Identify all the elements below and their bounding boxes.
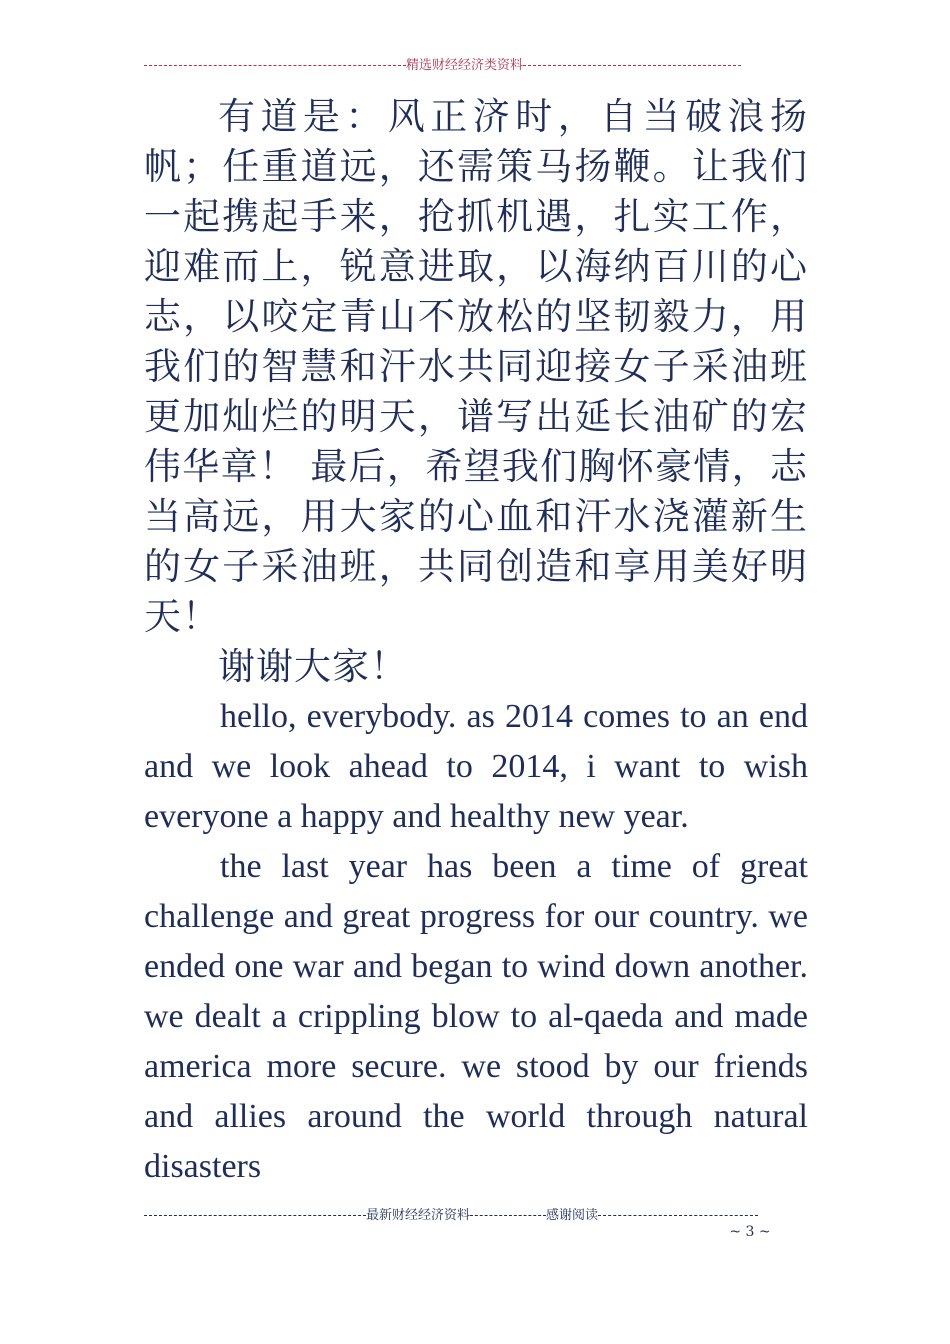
footer-rule-left [144,1215,366,1216]
paragraph-new-year-greeting: hello, everybody. as 2014 comes to an end and we look ahead to 2014, i want to wish everyone a happy and healthy new year. [144,698,808,835]
page-footer [144,1208,784,1224]
footer-left-label: 最新财经经济资料 [366,1208,471,1223]
paragraph-thanks: 谢谢大家！ [218,645,408,688]
paragraph-closing-speech: 有道是：风正济时，自当破浪扬帆；任重道远，还需策马扬鞭。让我们一起携起手来，抢抓机遇，扎实工作，迎难而上，锐意进取，以海纳百川的心志，以咬定青山不放松的坚韧毅力，用我们的智慧和汗水共同迎接女子采油班更加灿烂的明天，谱写出延长油矿的宏伟华章！ 最后，希望我们胸怀豪情，志当高远，用大家的心血和汗水浇灌新生的女子采油班，共同创造和享用美好明天！ [144,95,808,638]
document-body [144,92,808,1192]
page-header [144,58,784,74]
header-rule-right [523,65,741,66]
footer-rule-middle [470,1215,546,1216]
header-rule-left [144,65,406,66]
header-label: 精选财经经济类资料 [406,58,524,73]
footer-rule-right [598,1215,758,1216]
page-number: ~ 3 ~ [729,1224,771,1240]
paragraph-year-review: the last year has been a time of great challenge and great progress for our country. we ended one war and began to wind down another. we dealt a crippling blow to al-qaeda and made america more secure. we stood by our friends and allies around the world through natural disasters [144,848,808,1185]
footer-right-label: 感谢阅读 [546,1208,599,1223]
